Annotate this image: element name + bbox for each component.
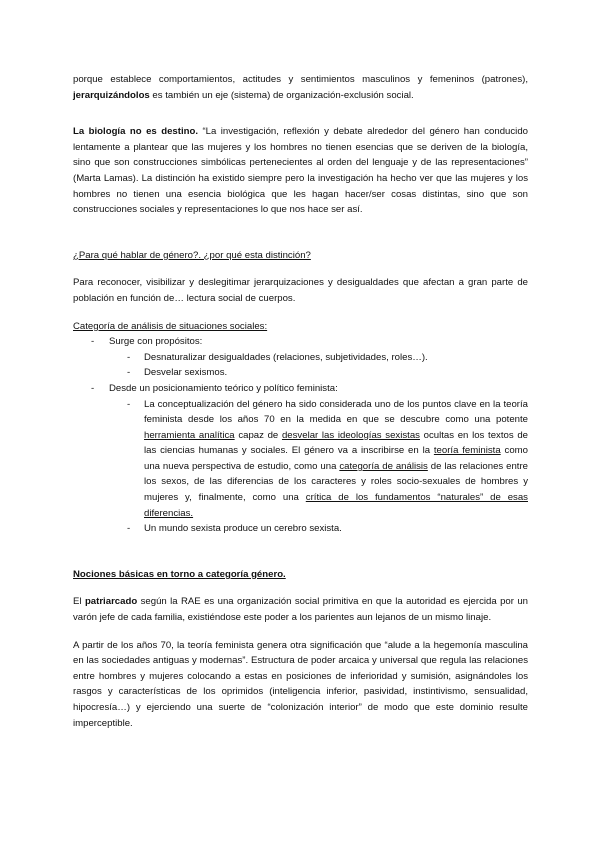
section-heading-nociones: Nociones básicas en torno a categoría género. — [73, 568, 286, 580]
text-run: de las relaciones entre los sexos, de las diferencias de los caracteres y roles socio-sexuales de hombres y mujeres y, finalmente, como una — [144, 460, 529, 504]
intro-text-end: es también un eje (sistema) de organización-exclusión social. — [149, 89, 414, 101]
paragraph-biologia — [73, 124, 528, 218]
dash-bullet: - — [91, 382, 95, 394]
list-item-text: Desde un posicionamiento teórico y político feminista: — [109, 382, 338, 394]
patriarcado-bold-term: patriarcado — [84, 596, 138, 608]
underlined-critica-fundamentos: crítica de los fundamentos “naturales” de esas diferencias. — [144, 492, 528, 519]
biologia-bold-lead: La biología no es destino. — [73, 126, 198, 138]
dash-bullet: - — [127, 398, 131, 410]
list-item — [109, 350, 528, 366]
text-run: ocultas en los textos de las ciencias humanas y sociales. El género va a inscribirse en la — [144, 429, 528, 457]
text-run: capaz de — [234, 429, 282, 441]
dash-bullet: - — [127, 523, 131, 535]
list-item — [109, 521, 528, 537]
list-propositos — [73, 334, 528, 537]
intro-bold-term: jerarquizándolos — [73, 89, 150, 101]
text-run: La conceptualización del género ha sido considerada uno de los puntos clave en la teoría feminista desde los años 70 en la medida en que se descubre como una potente — [144, 398, 528, 426]
dash-bullet: - — [127, 367, 131, 379]
list-item — [109, 397, 528, 522]
underlined-categoria-analisis: categoría de análisis — [339, 460, 428, 472]
list-item-text: Desvelar sexismos. — [144, 367, 228, 379]
list-item-text: Un mundo sexista produce un cerebro sexista. — [144, 523, 342, 535]
underlined-desvelar-ideologias: desvelar las ideologías sexistas — [281, 429, 420, 441]
text-run: según la RAE es una organización social primitiva en que la autoridad es ejercida por un varón jefe de cada familia, existiéndose este poder a los parientes aun lejanos de un mismo linaje. — [73, 596, 528, 624]
text-run: El — [73, 596, 85, 608]
text-run: como una nueva perspectiva de estudio, como una — [144, 445, 528, 472]
list-item — [73, 381, 528, 537]
dash-bullet: - — [91, 336, 95, 348]
list-item-text: Desnaturalizar desigualdades (relaciones, subjetividades, roles…). — [144, 351, 428, 363]
paragraph-anos-70: A partir de los años 70, la teoría feminista genera otra significación que “alude a la hegemonía masculina en las sociedades antiguas y modernas”. Estructura de poder arcaica y universal que regula las relaciones entre hombres y mujeres colocando a estas en posiciones de inferioridad y sumisión, asignándoles los rasgos y características de los oprimidos (inteligencia inferior, pasividad, instintivismo, sensualidad, hipocresía…) y ejerciendo una suerte de “colonización interior” de modo que este dominio resulte imperceptible. — [73, 639, 528, 729]
subheading-categoria: Categoría de análisis de situaciones sociales: — [73, 320, 268, 332]
section-heading-para-que: ¿Para qué hablar de género?. ¿por qué esta distinción? — [73, 249, 311, 261]
sublist-feminista — [109, 397, 528, 537]
paragraph-reconocer: Para reconocer, visibilizar y deslegitimar jerarquizaciones y desigualdades que afectan a gran parte de población en función de… lectura social de cuerpos. — [73, 277, 528, 304]
biologia-text: “La investigación, reflexión y debate alrededor del género han conducido lentamente a plantear que las mujeres y los hombres no tienen esencias que se deriven de la biología, sino que son construcciones simbólicas pertenecientes al orden del lenguaje y de las representaciones” (Marta Lamas). La distinción ha existido siempre pero la investigación ha hecho ver que las mujeres y los hombres no tienen una esencia biológica que les hagan hacer/ser cosas distintas, sino que son construcciones sociales y representaciones lo que nos hace ser así. — [73, 126, 528, 216]
sublist-propositos — [109, 350, 528, 381]
intro-text: porque establece comportamientos, actitudes y sentimientos masculinos y femeninos (patrones), — [73, 74, 528, 85]
list-item-text: Surge con propósitos: — [109, 336, 203, 348]
document-page — [73, 72, 528, 731]
list-item — [109, 365, 528, 381]
list-item — [73, 334, 528, 381]
dash-bullet: - — [127, 351, 131, 363]
list-item-text-conceptualizacion — [144, 397, 528, 522]
underlined-herramienta-analitica: herramienta analítica — [144, 429, 235, 441]
paragraph-intro — [73, 72, 528, 103]
paragraph-patriarcado — [73, 594, 528, 625]
underlined-teoria-feminista: teoría feminista — [433, 445, 501, 457]
